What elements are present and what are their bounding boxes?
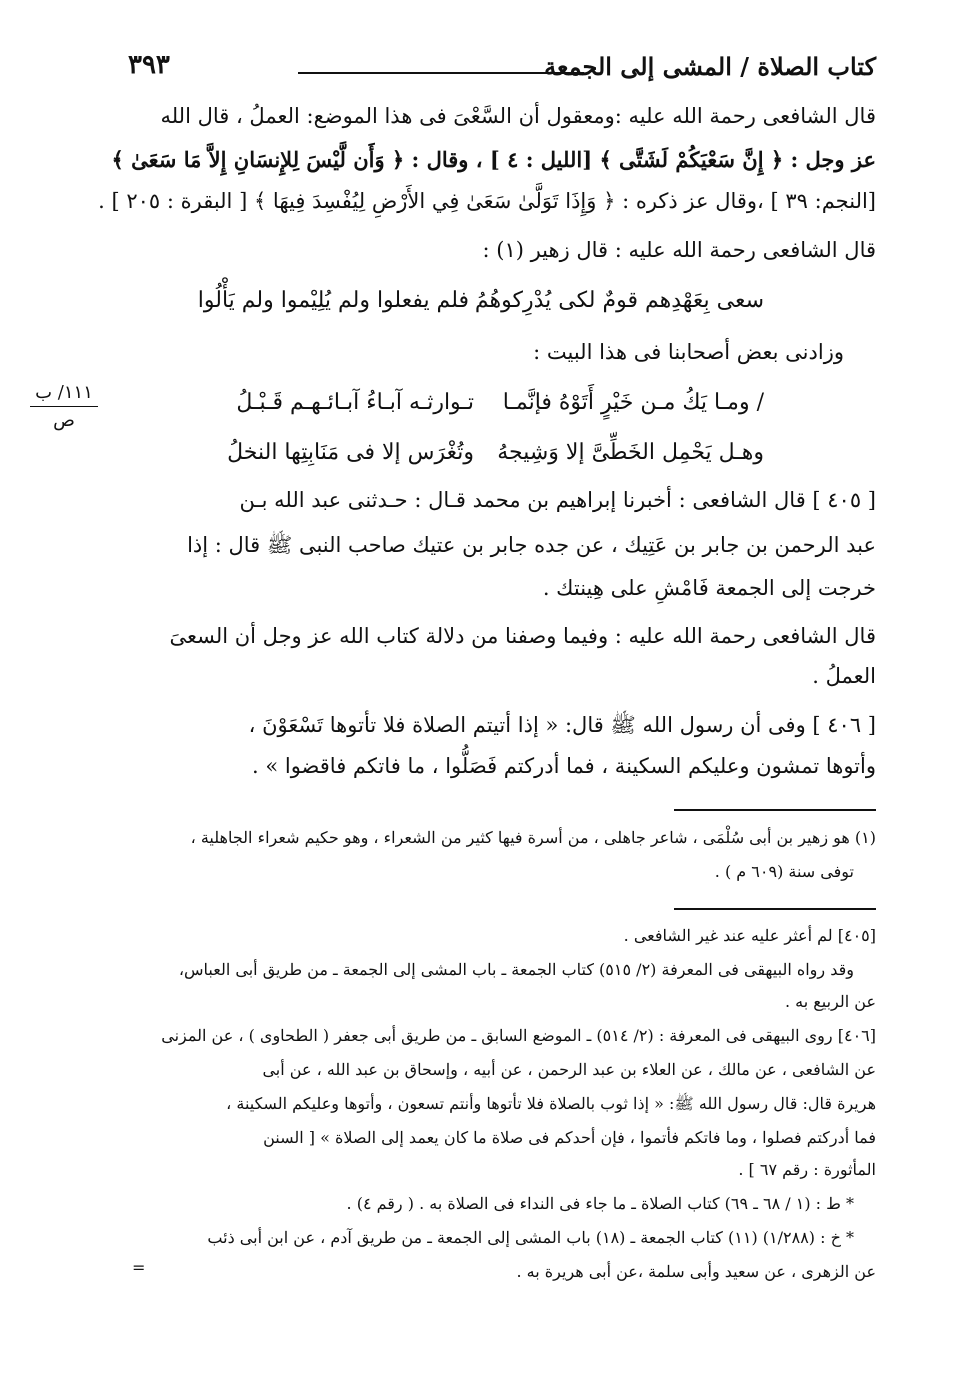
footnote-line: توفى سنة (٦٠٩ م ) . (714, 862, 854, 881)
margin-note-letter: ص (53, 410, 75, 431)
footnote-line: وقد رواه البيهقى فى المعرفة (٢/ ٥١٥) كتاب الجمعة ـ باب المشى إلى الجمعة ـ من طريق أبى العباس، (178, 960, 854, 979)
header-rule (298, 72, 584, 74)
verse-hemistich: وهـل يَحْمِل الخَطِّىَّ إلا وَشِيجهُ (497, 440, 764, 465)
footnote-line: [٤٠٦] روى البيهقى فى المعرفة : (٢/ ٥١٤) ـ الموضع السابق ـ من طريق أبى جعفر ( الطحاوى ) ، عن المزنى (161, 1026, 876, 1045)
hadith-line: [ ٤٠٦ ] وفى أن رسول الله ﷺ قال: « إذا أتيتم الصلاة فلا تأتوها تَسْعَوْنَ ، (248, 713, 876, 737)
footnote-line: (١) هو زهير بن أبى سُلْمَى ، شاعر جاهلى ، من أسرة فيها كثير من الشعراء ، وهو حكيم شعراء الجاهلية ، (190, 828, 876, 847)
body-line: قال الشافعى رحمة الله عليه :ومعقول أن السَّعْىَ فى هذا الموضع: العملُ ، قال الله (160, 104, 876, 128)
header-title: كتاب الصلاة / المشى إلى الجمعة (544, 52, 876, 81)
margin-note (26, 382, 102, 431)
footnote-separator (674, 809, 876, 811)
footnote-line: عن الربيع به . (784, 992, 876, 1011)
footnote-line: * ط : (١ / ٦٨ ـ ٦٩) كتاب الصلاة ـ ما جاء فى النداء فى الصلاة به . ( رقم ٤) . (346, 1194, 854, 1213)
footnote-line: المأثورة : رقم ٦٧ ] . (738, 1160, 876, 1179)
margin-note-rule (30, 406, 98, 407)
footnote-line: عن الزهرى ، عن سعيد وأبى سلمة ،عن أبى هريرة به . (516, 1262, 876, 1281)
hadith-line: وأتوها تمشون وعليكم السكينة ، فما أدركتم فَصَلُّوا ، ما فاتكم فاقضوا » . (252, 754, 876, 778)
footnote-separator (674, 908, 876, 910)
footnote-line: عن الشافعى ، عن مالك ، عن العلاء بن عبد الرحمن ، عن أبيه ، وإسحاق بن عبد الله ، عن أبى (262, 1060, 876, 1079)
body-line: العملُ . (812, 664, 876, 688)
hadith-line: عبد الرحمن بن جابر بن عَتِيك ، عن جده جابر بن عتيك صاحب النبى ﷺ قال : إذا (187, 533, 876, 557)
body-line: قال الشافعى رحمة الله عليه : وفيما وصفنا من دلالة كتاب الله عز وجل أن السعىَ (169, 624, 876, 648)
running-header (128, 52, 876, 92)
footnote-line: هريرة قال: قال رسول الله ﷺ: « إذا ثوب بالصلاة فلا تأتوها وأنتم تسعون ، وأتوها وعليكم السكينة ، (226, 1094, 876, 1113)
verse-hemistich: سعى بِعَهْدِهم قومٌ لكى يُدْرِكوهُمُ (474, 288, 764, 313)
footnote-line: فما أدركتم فصلوا ، وما فاتكم فأتموا ، فإن أحدكم فى صلاة ما كان يعمد إلى الصلاة » [ السنن (263, 1128, 876, 1147)
continuation-mark: = (132, 1258, 146, 1277)
page-number: ٣٩٣ (128, 50, 170, 80)
footnote-line: * خ : (١/٢٨٨) (١١) كتاب الجمعة ـ (١٨) باب المشى إلى الجمعة ـ من طريق آدم ، عن ابن أبى ذئب (207, 1228, 854, 1247)
hadith-line: [ ٤٠٥ ] قال الشافعى : أخبرنا إبراهيم بن محمد قـال : حـدثنى عبد الله بـن (239, 488, 876, 512)
margin-note-folio: ١١١/ ب (35, 382, 93, 403)
body-line: قال الشافعى رحمة الله عليه : قال زهير (١) : (482, 238, 876, 262)
body-line: وزادنى بعض أصحابنا فى هذا البيت : (533, 340, 844, 364)
verse-hemistich: وتُغْرَس إلا فى مَنَابِتِها النخلُ (227, 440, 474, 465)
body-line: [النجم: ٣٩ ] ،وقال عز ذكره : ﴿ وَإِذَا تَوَلَّىٰ سَعَىٰ فِي الأَرْضِ لِيُفْسِدَ فِيهَا ﴾ [ البقرة : ٢٠٥ ] . (98, 189, 876, 213)
verse-hemistich: تـوارثـه آبـاءُ آبـائـهـم قَـبْـلُ (236, 390, 474, 415)
verse-hemistich: / ومـا يَكُ مـن خَيْرٍ أَتَوْهُ فإنَّمـا (502, 390, 764, 415)
verse-hemistich: فلم يفعلوا ولم يُلِيْموا ولم يَأْلُوا (197, 288, 469, 313)
body-line: عز وجل : ﴿ إِنَّ سَعْيَكُمْ لَشَتَّى ﴾ [الليل : ٤ ] ، وقال : ﴿ وَأَن لَّيْسَ لِلإِنسَانِ إِلاَّ مَا سَعَىٰ ﴾ (111, 147, 876, 172)
hadith-line: خرجت إلى الجمعة فَامْشِ على هِينتك . (542, 576, 876, 600)
footnote-line: [٤٠٥] لم أعثر عليه عند غير الشافعى . (623, 926, 876, 945)
